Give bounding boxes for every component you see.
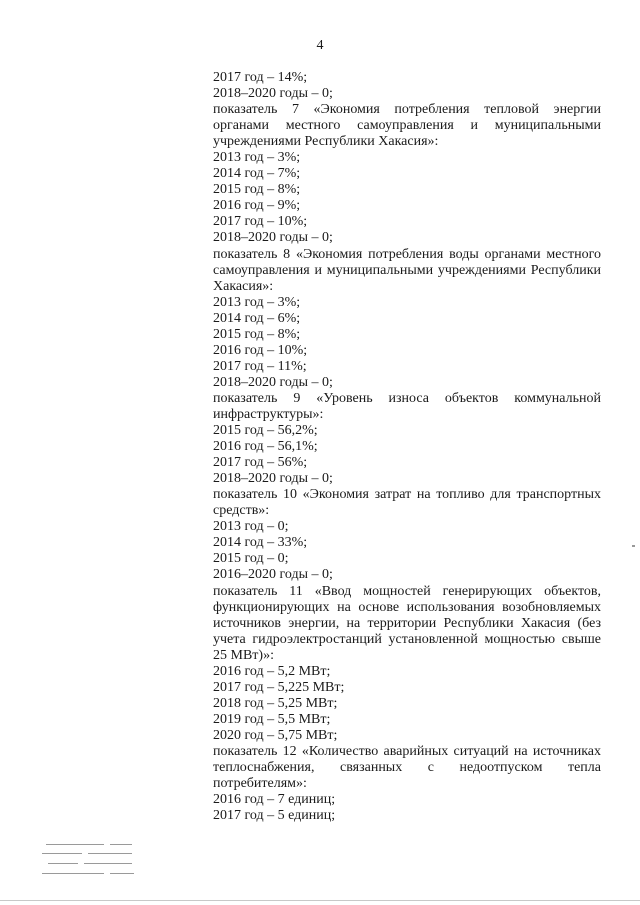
- indicator-9-heading: показатель 9 «Уровень износа объектов коммунальной: [213, 390, 601, 406]
- text-line: 2018–2020 годы – 0;: [213, 86, 333, 102]
- text-line: 2019 год – 5,5 МВт;: [213, 711, 331, 727]
- text-line: 2016 год – 10%;: [213, 342, 308, 358]
- text-line: 2020 год – 5,75 МВт;: [213, 727, 338, 743]
- text-line: 2016 год – 56,1%;: [213, 439, 318, 455]
- scan-mark: [632, 545, 635, 547]
- text-line: 2014 год – 6%;: [213, 310, 301, 326]
- text-line: 2018–2020 годы – 0;: [213, 374, 333, 390]
- text-line: источников энергии, на территории Республики Хакасия (без: [213, 615, 601, 631]
- text-line: потребителям»:: [213, 776, 307, 792]
- page-number: 4: [316, 38, 324, 53]
- text-line: 2017 год – 14%;: [213, 70, 308, 85]
- text-line: 2018 год – 5,25 МВт;: [213, 695, 338, 711]
- text-line: самоуправления и муниципальными учреждениями Республики: [213, 262, 601, 278]
- indicator-12-heading: показатель 12 «Количество аварийных ситуаций на источниках: [213, 743, 601, 759]
- text-line: 2017 год – 5 единиц;: [213, 808, 336, 824]
- text-line: 2017 год – 10%;: [213, 214, 308, 230]
- text-line: 2015 год – 56,2%;: [213, 423, 318, 439]
- text-line: 2017 год – 5,225 МВт;: [213, 679, 345, 695]
- text-line: 2016–2020 годы – 0;: [213, 567, 333, 583]
- text-line: 25 МВт)»:: [213, 647, 274, 663]
- indicator-11-heading: показатель 11 «Ввод мощностей генерирующих объектов,: [213, 583, 601, 599]
- indicator-7-heading: показатель 7 «Экономия потребления тепловой энергии: [213, 102, 601, 118]
- text-line: 2016 год – 7 единиц;: [213, 792, 336, 808]
- text-line: теплоснабжения, связанных с недоотпуском тепла: [213, 760, 601, 776]
- indicator-8-heading: показатель 8 «Экономия потребления воды органами местного: [213, 246, 601, 262]
- text-line: учреждениями Республики Хакасия»:: [213, 134, 439, 150]
- text-line: функционирующих на основе использования возобновляемых: [213, 599, 601, 615]
- text-line: 2018–2020 годы – 0;: [213, 230, 333, 246]
- text-line: 2017 год – 11%;: [213, 358, 307, 374]
- text-line: 2015 год – 8%;: [213, 182, 301, 198]
- page-edge: [0, 900, 640, 901]
- text-line: 2013 год – 3%;: [213, 150, 301, 166]
- text-line: 2016 год – 9%;: [213, 198, 301, 214]
- text-line: 2013 год – 0;: [213, 519, 289, 535]
- text-line: инфраструктуры»:: [213, 406, 324, 422]
- text-line: 2018–2020 годы – 0;: [213, 471, 333, 487]
- text-line: органами местного самоуправления и муниципальными: [213, 118, 601, 134]
- text-line: 2014 год – 33%;: [213, 535, 308, 551]
- text-line: средств»:: [213, 503, 270, 519]
- indicator-10-heading: показатель 10 «Экономия затрат на топливо для транспортных: [213, 487, 601, 503]
- text-line: Хакасия»:: [213, 278, 274, 294]
- text-line: учета гидроэлектростанций установленной мощностью свыше: [213, 631, 601, 647]
- text-line: 2013 год – 3%;: [213, 294, 301, 310]
- text-line: 2015 год – 8%;: [213, 326, 301, 342]
- faded-stamp: [38, 838, 138, 882]
- text-line: 2015 год – 0;: [213, 551, 289, 567]
- text-line: 2017 год – 56%;: [213, 455, 308, 471]
- document-body: [213, 70, 601, 824]
- text-line: 2016 год – 5,2 МВт;: [213, 663, 331, 679]
- text-line: 2014 год – 7%;: [213, 166, 301, 182]
